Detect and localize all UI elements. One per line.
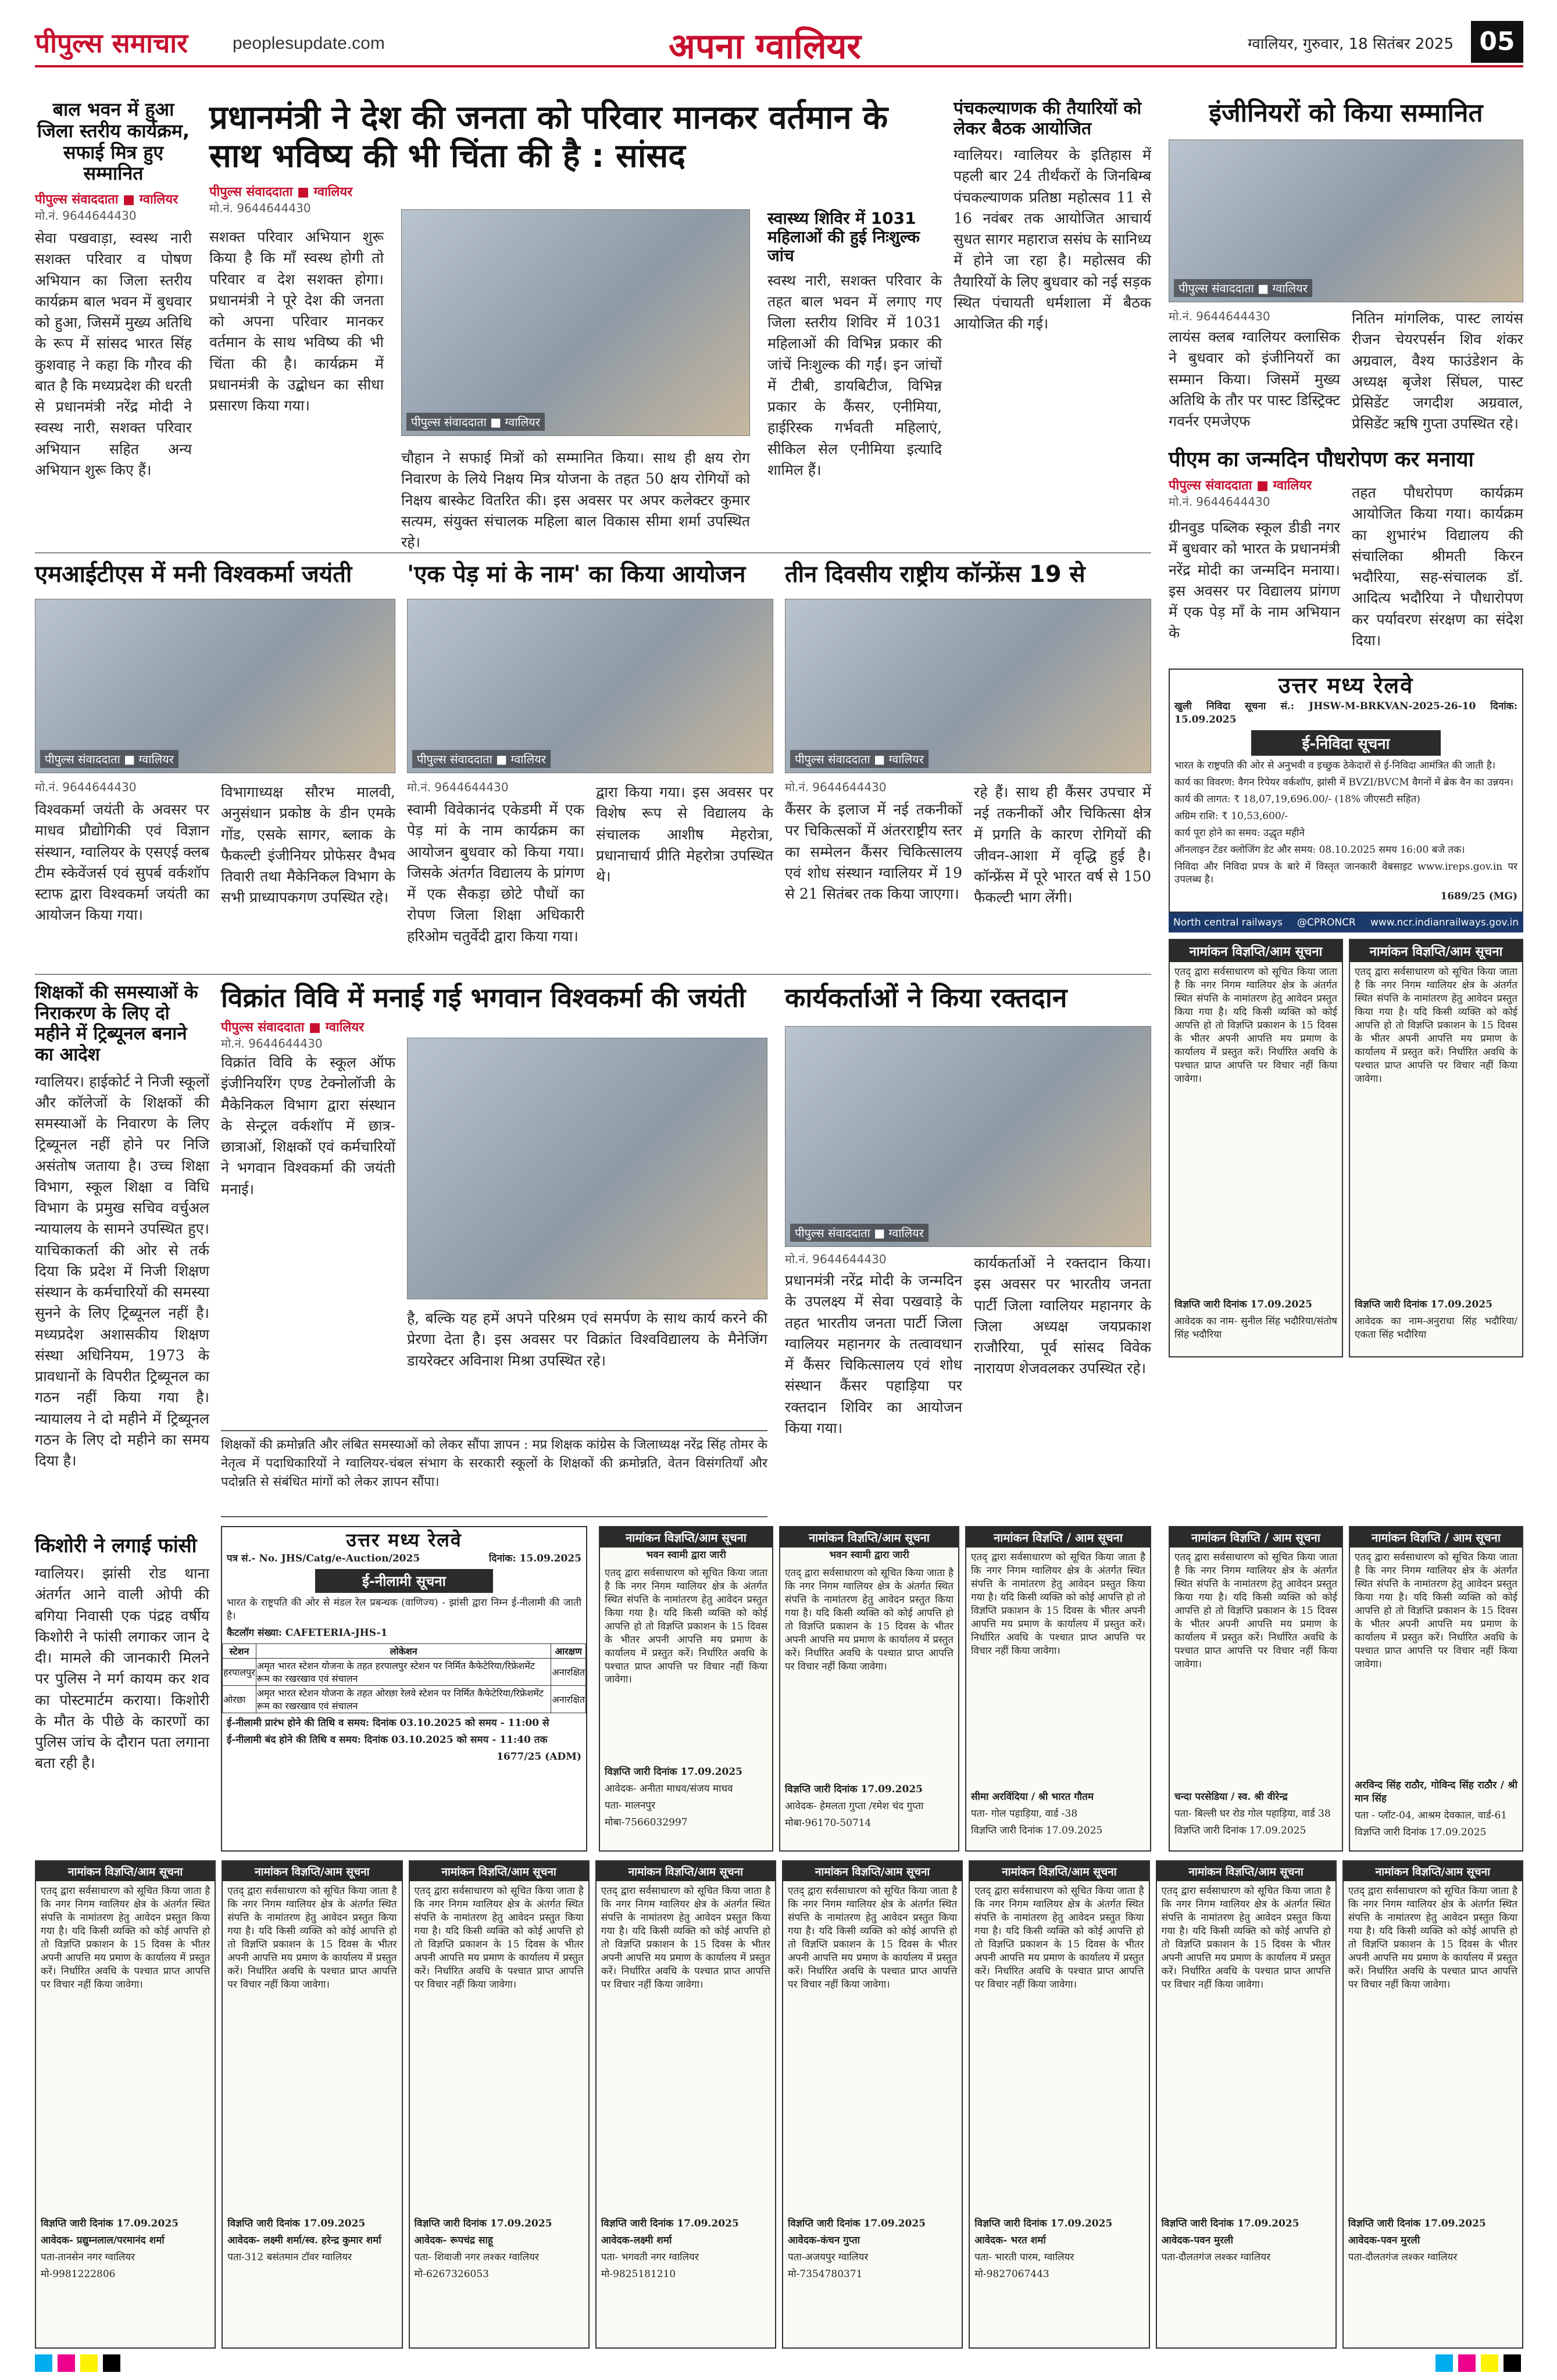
notice-applicant: आवेदक- रूपचंद्र साहू	[414, 2234, 493, 2246]
tender-number: खुली निविदा सूचना सं.: JHSW-M-BRKVAN-2025-26-10 दिनांक: 15.09.2025	[1174, 701, 1517, 726]
headline: तीन दिवसीय राष्ट्रीय कॉन्फ्रेंस 19 से	[785, 561, 1085, 588]
headline: शिक्षकों की समस्याओं के निराकरण के लिए दो महीने में ट्रिब्यूनल बनाने का आदेश	[35, 982, 198, 1065]
story-panch	[954, 99, 1151, 541]
notice-applicant: आवेदक-पवन मुरली	[1348, 2234, 1420, 2246]
notice-phone: मोबा-96170-50714	[785, 1817, 872, 1829]
story-teachers-strip	[221, 1430, 767, 1517]
photo-credit: पीपुल्स संवाददाता ■ ग्वालियर	[790, 1224, 929, 1242]
notice-body: एतद् द्वारा सर्वसाधारण को सूचित किया जाता है कि नगर निगम ग्वालियर क्षेत्र के अंतर्गत स्थित संपत्ति के नामांतरण हेतु आवेदन प्रस्तुत किया गया है। यदि किसी व्यक्ति को कोई आपत्ति हो तो विज्ञप्ति प्रकाशन के 15 दिवस के भीतर अपनी आपत्ति मय प्रमाण के कार्यालय में प्रस्तुत करें। निर्धारित अवधि के पश्चात प्राप्त आपत्ति पर विचार नहीं किया जावेगा।	[1348, 1885, 1517, 1991]
notice-heading: नामांकन विज्ञप्ति/आम सूचना	[783, 1861, 962, 1881]
table-cell: अमृत भारत स्टेशन योजना के तहत हरपालपुर स्टेशन पर निर्मित कैफेटेरिया/रिफ्रेशमेंट रूम का रखरखाव एवं संचालन	[256, 1658, 551, 1685]
table-row	[223, 1685, 586, 1713]
byline-mobile: मो.नं. 9644644430	[785, 780, 887, 794]
auction-subtitle: ई-नीलामी सूचना	[315, 1569, 493, 1593]
conf-photo	[785, 599, 1151, 773]
notice-heading: नामांकन विज्ञप्ति / आम सूचना	[966, 1527, 1150, 1548]
story-mits	[35, 561, 395, 968]
notice-address: पता- भारती पारम, ग्वालियर	[974, 2251, 1074, 2263]
story-body: स्वामी विवेकानंद एकेडमी में एक पेड़ मां के नाम कार्यक्रम का आयोजन बुधवार को किया गया। जिसके अंतर्गत विद्यालय के प्रांगण में एक सैकड़ा छोटे पौधों का रोपण जिला शिक्षा अधिकारी हरिओम चतुर्वेदी द्वारा किया गया।	[407, 801, 584, 945]
photo-credit: पीपुल्स संवाददाता ■ ग्वालियर	[412, 750, 551, 768]
notice-date: विज्ञप्ति जारी दिनांक 17.09.2025	[1348, 2218, 1486, 2229]
notice-address: पता- शिवाजी नगर लश्कर ग्वालियर	[414, 2251, 539, 2263]
story-body: ग्रीनवुड पब्लिक स्कूल डीडी नगर में बुधवार को भारत के प्रधानमंत्री नरेंद्र मोदी का जन्मदिन मनाया। इस अवसर पर विद्यालय प्रांगण में एक पेड़ माँ के नाम अभियान के	[1169, 519, 1340, 642]
notice-right-2	[1349, 939, 1523, 1357]
story-tree	[407, 561, 773, 968]
headline: प्रधानमंत्री ने देश की जनता को परिवार मानकर वर्तमान के साथ भविष्य की भी चिंता की है : सांसद	[209, 99, 888, 176]
notice-applicant: आवेदक-कंचन गुप्ता	[788, 2234, 860, 2246]
notice-phone: मो-9981222806	[41, 2268, 116, 2280]
dateline: ग्वालियर, गुरुवार, 18 सितंबर 2025	[1247, 35, 1454, 53]
notice-phone	[223, 2268, 401, 2271]
story-engineers	[1169, 99, 1523, 442]
story-blood	[785, 982, 1151, 1436]
table-cell: अनारक्षित	[551, 1658, 586, 1685]
tender-site-note: निविदा और निविदा प्रपत्र के बारे में विस्तृत जानकारी वेबसाइट www.ireps.gov.in पर उपलब्ध है।	[1174, 860, 1517, 886]
byline-mobile: मो.नं. 9644644430	[221, 1036, 323, 1050]
auction-table	[222, 1643, 586, 1713]
story-body: कार्यकर्ताओं ने रक्तदान किया। इस अवसर पर भारतीय जनता पार्टी जिला ग्वालियर महानगर के जिला अध्यक्ष जयप्रकाश राजौरिया, पूर्व सांसद विवेक नारायण शेजवलकर उपस्थित रहे।	[974, 1255, 1151, 1377]
headline: एमआईटीएस में मनी विश्वकर्मा जयंती	[35, 561, 352, 588]
story-body: है, बल्कि यह हमें अपने परिश्रम एवं समर्पण के साथ कार्य करने की प्रेरणा देता है। इस अवसर पर विक्रांत विश्वविद्यालय के मैनेजिंग डायरेक्टर अविनाश मिश्रा उपस्थित रहे।	[407, 1310, 767, 1369]
notice-date: विज्ञप्ति जारी दिनांक 17.09.2025	[788, 2218, 926, 2229]
table-cell: ओरछा	[223, 1685, 256, 1713]
section-title: अपना ग्वालियर	[669, 26, 861, 67]
byline-mobile: मो.नं. 9644644430	[1169, 309, 1270, 323]
notice-mid-3	[965, 1526, 1151, 1852]
byline-mobile: मो.नं. 9644644430	[407, 780, 509, 794]
table-header: स्टेशन	[223, 1643, 256, 1658]
notice-heading: नामांकन विज्ञप्ति/आम सूचना	[36, 1861, 215, 1881]
notice-address: पता-अजयपुर ग्वालियर	[788, 2251, 869, 2263]
notice-date: विज्ञप्ति जारी दिनांक 17.09.2025	[971, 1824, 1103, 1836]
auction-ref: 1677/25 (ADM)	[497, 1750, 581, 1763]
notice-body: एतद् द्वारा सर्वसाधारण को सूचित किया जाता है कि नगर निगम ग्वालियर क्षेत्र के अंतर्गत स्थित संपत्ति के नामांतरण हेतु आवेदन प्रस्तुत किया गया है। यदि किसी व्यक्ति को कोई आपत्ति हो तो विज्ञप्ति प्रकाशन के 15 दिवस के भीतर अपनी आपत्ति मय प्रमाण के कार्यालय में प्रस्तुत करें। निर्धारित अवधि के पश्चात प्राप्त आपत्ति पर विचार नहीं किया जावेगा।	[1355, 966, 1517, 1085]
story-body: कैंसर के इलाज में नई तकनीकों पर चिकित्सकों में अंतरराष्ट्रीय स्तर का सम्मेलन कैंसर चिकित्सालय एवं शोध संस्थान ग्वालियर में 19 से 21 सितंबर तक किया जाएगा।	[785, 801, 962, 902]
railway-footer	[1169, 913, 1523, 932]
divider	[35, 552, 1151, 553]
notice-date: विज्ञप्ति जारी दिनांक 17.09.2025	[41, 2218, 178, 2229]
notice-date: विज्ञप्ति जारी दिनांक 17.09.2025	[785, 1783, 923, 1795]
byline-mobile: मो.नं. 9644644430	[209, 201, 311, 216]
tender-work: कार्य का विवरण: वैगन रिपेयर वर्कशॉप, झांसी में BVZI/BVCM वैगनों में ब्रेक वैन का उन्नयन।	[1174, 776, 1513, 788]
story-teachers	[35, 982, 209, 1529]
byline-mobile: मो.नं. 9644644430	[1169, 495, 1270, 509]
notice-date: विज्ञप्ति जारी दिनांक 17.09.2025	[1174, 1299, 1312, 1310]
story-body: सशक्त परिवार अभियान शुरू किया है कि माँ स्वस्थ होगी तो परिवार व देश सशक्त होगा। प्रधानमंत्री ने पूरे देश की जनता को अपना परिवार मानकर वर्तमान के साथ भविष्य की भी चिंता की है। कार्यक्रम में प्रधानमंत्री के उद्बोधन का सीधा प्रसारण किया गया।	[209, 228, 384, 414]
auction-start: ई-नीलामी प्रारंभ होने की तिथि व समय: दिनांक 03.10.2025 को समय - 11:00 से	[227, 1717, 549, 1729]
table-cell: अमृत भारत स्टेशन योजना के तहत ओरछा रेलवे स्टेशन पर निर्मित कैफेटेरिया/रिफ्रेशमेंट रूम का रखरखाव एवं संचालन	[256, 1685, 551, 1713]
byline: पीपुल्स संवाददाता ■ ग्वालियर	[209, 185, 353, 200]
notice-phone: मो-6267326053	[414, 2268, 489, 2280]
notice-date: विज्ञप्ति जारी दिनांक 17.09.2025	[414, 2218, 552, 2229]
color-register-strip	[1279, 2354, 1523, 2374]
magenta-swatch	[58, 2354, 75, 2372]
auction-body: भारत के राष्ट्रपति की ओर से मंडल रेल प्रबन्धक (वाणिज्य) - झांसी द्वारा निम्न ई-नीलामी की जाती है।	[227, 1596, 581, 1622]
notice-heading: नामांकन विज्ञप्ति/आम सूचना	[780, 1527, 958, 1548]
story-body: ग्वालियर। ग्वालियर के इतिहास में पहली बार 24 तीर्थंकरों के जिनबिम्ब पंचकल्याणक प्रतिष्ठा महोत्सव 11 से 16 नवंबर तक आयोजित आचार्य सुधत सागर महाराज ससंघ के सानिध्य में होने जा रहा है। महोत्सव की तैयारियों के लिए बुधवार को नई सड़क स्थित पंचायती धर्मशाला में बैठक आयोजित की गई।	[954, 146, 1151, 332]
notice-phone: मोबा-7566032997	[605, 1816, 688, 1828]
auction-letter-no: पत्र सं.- No. JHS/Catg/e-Auction/2025	[227, 1553, 420, 1564]
notice-applicant: आवेदक- प्रद्युम्नलाल/परमानंद शर्मा	[41, 2234, 165, 2246]
auction-date: दिनांक: 15.09.2025	[489, 1553, 581, 1564]
notice-body: एतद् द्वारा सर्वसाधारण को सूचित किया जाता है कि नगर निगम ग्वालियर क्षेत्र के अंतर्गत स्थित संपत्ति के नामांतरण हेतु आवेदन प्रस्तुत किया गया है। यदि किसी व्यक्ति को कोई आपत्ति हो तो विज्ञप्ति प्रकाशन के 15 दिवस के भीतर अपनी आपत्ति मय प्रमाण के कार्यालय में प्रस्तुत करें। निर्धारित अवधि के पश्चात प्राप्त आपत्ति पर विचार नहीं किया जावेगा।	[1355, 1552, 1517, 1670]
magenta-swatch	[1458, 2354, 1476, 2372]
site-url[interactable]: peoplesupdate.com	[233, 34, 385, 53]
page-number: 05	[1471, 21, 1523, 63]
notice-heading: नामांकन विज्ञप्ति/आम सूचना	[970, 1861, 1148, 1881]
photo-credit: पीपुल्स संवाददाता ■ ग्वालियर	[1174, 279, 1312, 297]
notice-bottom	[409, 1860, 590, 2349]
story-suicide	[35, 1535, 209, 1860]
notice-body: एतद् द्वारा सर्वसाधारण को सूचित किया जाता है कि नगर निगम ग्वालियर क्षेत्र के अंतर्गत स्थित संपत्ति के नामांतरण हेतु आवेदन प्रस्तुत किया गया है। यदि किसी व्यक्ति को कोई आपत्ति हो तो विज्ञप्ति प्रकाशन के 15 दिवस के भीतर अपनी आपत्ति मय प्रमाण के कार्यालय में प्रस्तुत करें। निर्धारित अवधि के पश्चात प्राप्त आपत्ति पर विचार नहीं किया जावेगा।	[414, 1885, 584, 1991]
engineers-photo	[1169, 140, 1523, 302]
notice-body: एतद् द्वारा सर्वसाधारण को सूचित किया जाता है कि नगर निगम ग्वालियर क्षेत्र के अंतर्गत स्थित संपत्ति के नामांतरण हेतु आवेदन प्रस्तुत किया गया है। यदि किसी व्यक्ति को कोई आपत्ति हो तो विज्ञप्ति प्रकाशन के 15 दिवस के भीतर अपनी आपत्ति मय प्रमाण के कार्यालय में प्रस्तुत करें। निर्धारित अवधि के पश्चात प्राप्त आपत्ति पर विचार नहीं किया जावेगा।	[788, 1885, 958, 1991]
notice-address: पता- गोल पहाड़िया, वार्ड -38	[971, 1807, 1078, 1820]
notice-body: एतद् द्वारा सर्वसाधारण को सूचित किया जाता है कि नगर निगम ग्वालियर क्षेत्र के अंतर्गत स्थित संपत्ति के नामांतरण हेतु आवेदन प्रस्तुत किया गया है। यदि किसी व्यक्ति को कोई आपत्ति हो तो विज्ञप्ति प्रकाशन के 15 दिवस के भीतर अपनी आपत्ति मय प्रमाण के कार्यालय में प्रस्तुत करें। निर्धारित अवधि के पश्चात प्राप्त आपत्ति पर विचार नहीं किया जावेगा।	[1174, 1552, 1337, 1670]
story-body: विभागाध्यक्ष सौरभ मालवी, अनुसंधान प्रकोष्ठ के डीन एमके गोंड, एसके सागर, ब्लाक के फैकल्टी इंजीनियर प्रोफेसर वैभव तिवारी तथा मैकेनिकल विभाग के सभी प्राध्यापकगण उपस्थित रहे।	[221, 784, 395, 906]
table-cell: अनारक्षित	[551, 1685, 586, 1713]
yellow-swatch	[1481, 2354, 1498, 2372]
photo-credit: पीपुल्स संवाददाता ■ ग्वालियर	[40, 750, 178, 768]
notice-heading: नामांकन विज्ञप्ति/आम सूचना	[223, 1861, 401, 1881]
notice-applicant: चन्दा परसेडिया / स्व. श्री वीरेन्द्र	[1174, 1791, 1288, 1803]
notice-address: पता-तानसेन नगर ग्वालियर	[41, 2251, 135, 2263]
railway-title: उत्तर मध्य रेलवे	[1278, 673, 1414, 698]
notice-body: एतद् द्वारा सर्वसाधारण को सूचित किया जाता है कि नगर निगम ग्वालियर क्षेत्र के अंतर्गत स्थित संपत्ति के नामांतरण हेतु आवेदन प्रस्तुत किया गया है। यदि किसी व्यक्ति को कोई आपत्ति हो तो विज्ञप्ति प्रकाशन के 15 दिवस के भीतर अपनी आपत्ति मय प्रमाण के कार्यालय में प्रस्तुत करें। निर्धारित अवधि के पश्चात प्राप्त आपत्ति पर विचार नहीं किया जावेगा।	[601, 1885, 770, 1991]
notice-address: पता-312 बसंतमान टॉवर ग्वालियर	[227, 2251, 352, 2263]
notice-body: एतद् द्वारा सर्वसाधारण को सूचित किया जाता है कि नगर निगम ग्वालियर क्षेत्र के अंतर्गत स्थित संपत्ति के नामांतरण हेतु आवेदन प्रस्तुत किया गया है। यदि किसी व्यक्ति को कोई आपत्ति हो तो विज्ञप्ति प्रकाशन के 15 दिवस के भीतर अपनी आपत्ति मय प्रमाण के कार्यालय में प्रस्तुत करें। निर्धारित अवधि के पश्चात प्राप्त आपत्ति पर विचार नहीं किया जावेगा।	[227, 1885, 397, 1991]
tender-subtitle: ई-निविदा सूचना	[1251, 730, 1441, 756]
notice-phone: मो-9825181210	[601, 2268, 676, 2280]
headline: विक्रांत विवि में मनाई गई भगवान विश्वकर्मा की जयंती	[221, 982, 746, 1013]
vikrant-photo	[407, 1038, 767, 1299]
notice-applicant: आवेदक-पवन मुरली	[1161, 2234, 1233, 2246]
notice-address: पता- बिल्ली घर रोड गोल पहाड़िया, वार्ड 38	[1174, 1807, 1331, 1820]
notice-applicant: आवेदक- लक्ष्मी शर्मा/स्व. हरेन्द्र कुमार शर्मा	[227, 2234, 381, 2246]
tender-ref: 1689/25 (MG)	[1440, 891, 1517, 903]
headline: कार्यकर्ताओं ने किया रक्तदान	[785, 982, 1067, 1013]
notice-date: विज्ञप्ति जारी दिनांक 17.09.2025	[974, 2218, 1113, 2229]
notice-heading: नामांकन विज्ञप्ति/आम सूचना	[1350, 940, 1522, 962]
notice-owner-tag: भवन स्वामी द्वारा जारी	[829, 1549, 909, 1561]
auction-catalog: कैटलॉग संख्या: CAFETERIA-JHS-1	[227, 1627, 388, 1639]
blood-photo	[785, 1026, 1151, 1247]
railway-footer-left: North central railways	[1173, 917, 1283, 928]
table-header: आरक्षण	[551, 1643, 586, 1658]
notice-date: विज्ञप्ति जारी दिनांक 17.09.2025	[1174, 1824, 1306, 1836]
notice-date: विज्ञप्ति जारी दिनांक 17.09.2025	[1355, 1299, 1492, 1310]
byline: पीपुल्स संवाददाता ■ ग्वालियर	[221, 1020, 365, 1035]
notice-address: पता - प्लॉट-04, आश्रम देवकाल, वार्ड-61	[1355, 1809, 1508, 1821]
notice-bottom	[1156, 1860, 1337, 2349]
headline: किशोरी ने लगाई फांसी	[35, 1534, 197, 1557]
notice-bottom	[1342, 1860, 1523, 2349]
tender-cost: कार्य की लागत: ₹ 18,07,19,696.00/- (18% जीएसटी सहित)	[1174, 793, 1420, 805]
notice-body: एतद् द्वारा सर्वसाधारण को सूचित किया जाता है कि नगर निगम ग्वालियर क्षेत्र के अंतर्गत स्थित संपत्ति के नामांतरण हेतु आवेदन प्रस्तुत किया गया है। यदि किसी व्यक्ति को कोई आपत्ति हो तो विज्ञप्ति प्रकाशन के 15 दिवस के भीतर अपनी आपत्ति मय प्रमाण के कार्यालय में प्रस्तुत करें। निर्धारित अवधि के पश्चात प्राप्त आपत्ति पर विचार नहीं किया जावेगा।	[974, 1885, 1144, 1991]
notice-heading: नामांकन विज्ञप्ति/आम सूचना	[410, 1861, 588, 1881]
notice-phone	[1344, 2268, 1522, 2271]
notice-address: पता-दौलतगंज लश्कर ग्वालियर	[1348, 2251, 1458, 2263]
notice-heading: नामांकन विज्ञप्ति/आम सूचना	[1344, 1861, 1522, 1881]
story-body: रहे हैं। साथ ही कैंसर उपचार में नई तकनीकों और चिकित्सा क्षेत्र में प्रगति के कारण रोगियों की जीवन-आशा में वृद्धि हुई है। कॉन्फ्रेंस में पूरे भारत वर्ष से 150 फैकल्टी भाग लेंगी।	[974, 784, 1151, 906]
railway-auction-notice	[221, 1526, 587, 1852]
table-header: लोकेशन	[256, 1643, 551, 1658]
tender-close: ऑनलाइन टेंडर क्लोजिंग डेट और समय: 08.10.2025 समय 16:00 बजे तक।	[1174, 844, 1465, 856]
notice-phone	[1157, 2268, 1335, 2271]
byline-mobile: मो.नं. 9644644430	[35, 209, 137, 223]
story-conf	[785, 561, 1151, 968]
story-body: प्रधानमंत्री नरेंद्र मोदी के जन्मदिन के उपलक्ष्य में सेवा पखवाड़े के तहत भारतीय जनता पार्टी जिला ग्वालियर महानगर के तत्वावधान में कैंसर चिकित्सालय एवं शोध संस्थान कैंसर पहाड़िया पर रक्तदान शिविर का आयोजन किया गया।	[785, 1272, 962, 1436]
story-body: तहत पौधरोपण कार्यक्रम आयोजित किया गया। कार्यक्रम का शुभारंभ विद्यालय की संचालिका श्रीमती किरन भदौरिया, सह-संचालक डॉ. आदित्य भदौरिया ने पौधारोपण कर पर्यावरण संरक्षण का संदेश दिया।	[1352, 484, 1523, 649]
story-body: चौहान ने सफाई मित्रों को सम्मानित किया। साथ ही क्षय रोग निवारण के लिये निक्षय मित्र योजना के तहत 50 क्षय रोगियों को निक्षय बास्केट वितरित की। इस अवसर पर अपर कलेक्टर कुमार सत्यम, संयुक्त संचालक महिला बाल विकास सीमा शर्मा उपस्थित रहे।	[401, 449, 750, 551]
notice-body: एतद् द्वारा सर्वसाधारण को सूचित किया जाता है कि नगर निगम ग्वालियर क्षेत्र के अंतर्गत स्थित संपत्ति के नामांतरण हेतु आवेदन प्रस्तुत किया गया है। यदि किसी व्यक्ति को कोई आपत्ति हो तो विज्ञप्ति प्रकाशन के 15 दिवस के भीतर अपनी आपत्ति मय प्रमाण के कार्यालय में प्रस्तुत करें। निर्धारित अवधि के पश्चात प्राप्त आपत्ति पर विचार नहीं किया जावेगा।	[1161, 1885, 1331, 1991]
auction-end: ई-नीलामी बंद होने की तिथि व समय: दिनांक 03.10.2025 को समय - 11:40 तक	[227, 1734, 548, 1746]
notice-heading: नामांकन विज्ञप्ति/आम सूचना	[600, 1527, 772, 1548]
notice-body: एतद् द्वारा सर्वसाधारण को सूचित किया जाता है कि नगर निगम ग्वालियर क्षेत्र के अंतर्गत स्थित संपत्ति के नामांतरण हेतु आवेदन प्रस्तुत किया गया है। यदि किसी व्यक्ति को कोई आपत्ति हो तो विज्ञप्ति प्रकाशन के 15 दिवस के भीतर अपनी आपत्ति मय प्रमाण के कार्यालय में प्रस्तुत करें। निर्धारित अवधि के पश्चात प्राप्त आपत्ति पर विचार नहीं किया जावेगा।	[605, 1567, 767, 1686]
headline: पंचकल्याणक की तैयारियों को लेकर बैठक आयोजित	[954, 98, 1142, 139]
notice-address: पता- मालनपुर	[605, 1799, 656, 1811]
railway-tender-notice	[1169, 669, 1523, 913]
photo-credit: पीपुल्स संवाददाता ■ ग्वालियर	[406, 413, 545, 431]
story-body: ग्वालियर। हाईकोर्ट ने निजी स्कूलों और कॉलेजों के शिक्षकों की समस्याओं के निवारण के लिए ट्रिब्यूनल नहीं होने पर निजि असंतोष जताया है। उच्च शिक्षा विभाग, स्कूल शिक्षा व विधि विभाग के प्रमुख सचिव वर्चुअल न्यायालय के सामने उपस्थित हुए। याचिकाकर्ता की ओर से तर्क दिया कि प्रदेश में निजी शिक्षण संस्थान के कर्मचारियों की समस्या सुनने के लिए ट्रिब्यूनल नहीं है। मध्यप्रदेश अशासकीय शिक्षण संस्था अधिनियम, 1973 के प्रावधानों के विपरीत ट्रिब्यूनल का गठन नहीं किया गया है। न्यायालय ने दो महीने में ट्रिब्यूनल गठन के लिए दो महीने का समय दिया है।	[35, 1073, 209, 1470]
story-body: ग्वालियर। झांसी रोड थाना अंतर्गत आने वाली ओपी की बगिया निवासी एक पंद्रह वर्षीय किशोरी ने फांसी लगाकर जान दे दी। मामले की जानकारी मिलने पर पुलिस ने मर्ग कायम कर शव का पोस्टमार्टम कराया। किशोरी के मौत के पीछे के कारणों का पुलिस जांच के दौरान पता लगाना बता रही है।	[35, 1565, 209, 1772]
story-body: शिक्षकों की क्रमोन्नति और लंबित समस्याओं को लेकर सौंपा ज्ञापन : मप्र शिक्षक कांग्रेस के जिलाध्यक्ष नरेंद्र सिंह तोमर के नेतृत्व में पदाधिकारियों ने ग्वालियर-चंबल संभाग के सरकारी स्कूलों के शिक्षकों की क्रमोन्नति, वेतन विसंगतियाँ और पदोन्नति से संबंधित मांगों को लेकर ज्ञापन सौंपा।	[221, 1438, 767, 1489]
railway-footer-twitter[interactable]: @CPRONCR	[1297, 917, 1356, 928]
notice-bottom	[782, 1860, 963, 2349]
notice-heading: नामांकन विज्ञप्ति / आम सूचना	[1170, 1527, 1342, 1548]
notice-heading: नामांकन विज्ञप्ति/आम सूचना	[1170, 940, 1342, 962]
notice-applicant: आवेदक का नाम-अनुराधा सिंह भदौरिया/एकता सिंह भदौरिया	[1355, 1315, 1517, 1341]
notice-body: एतद् द्वारा सर्वसाधारण को सूचित किया जाता है कि नगर निगम ग्वालियर क्षेत्र के अंतर्गत स्थित संपत्ति के नामांतरण हेतु आवेदन प्रस्तुत किया गया है। यदि किसी व्यक्ति को कोई आपत्ति हो तो विज्ञप्ति प्रकाशन के 15 दिवस के भीतर अपनी आपत्ति मय प्रमाण के कार्यालय में प्रस्तुत करें। निर्धारित अवधि के पश्चात प्राप्त आपत्ति पर विचार नहीं किया जावेगा।	[971, 1552, 1145, 1657]
notice-applicant: आवेदक- हेमलता गुप्ता /रमेश चंद गुप्ता	[785, 1800, 924, 1812]
mits-photo	[35, 599, 395, 773]
headline: 'एक पेड़ मां के नाम' का किया आयोजन	[407, 561, 746, 588]
tender-body: भारत के राष्ट्रपति की ओर से अनुभवी व इच्छुक ठेकेदारों से ई-निविदा आमंत्रित की जाती है।	[1174, 759, 1496, 771]
notice-mid-1	[599, 1526, 773, 1852]
notice-bottom	[35, 1860, 216, 2349]
byline: पीपुल्स संवाददाता ■ ग्वालियर	[35, 192, 178, 208]
notice-date: विज्ञप्ति जारी दिनांक 17.09.2025	[1355, 1826, 1487, 1838]
lead-story	[209, 99, 942, 551]
story-camp	[767, 209, 942, 541]
notice-bottom	[595, 1860, 776, 2349]
table-cell: हरपालपुर	[223, 1658, 256, 1685]
notice-applicant: अरविन्द सिंह राठौर, गोविन्द सिंह राठौर / श्री मान सिंह	[1355, 1779, 1517, 1804]
notice-phone: मो-7354780371	[788, 2268, 863, 2280]
brand-logo[interactable]: पीपुल्स समाचार	[35, 27, 188, 59]
story-body: द्वारा किया गया। इस अवसर पर विशेष रूप से विद्यालय के संचालक आशीष मेहरोत्रा, प्रधानाचार्य प्रीति मेहरोत्रा उपस्थित थे।	[596, 784, 773, 885]
byline-mobile: मो.नं. 9644644430	[35, 780, 137, 794]
cyan-swatch	[35, 2354, 52, 2372]
headline: स्वास्थ्य शिविर में 1031 महिलाओं की हुई निःशुल्क जांच	[767, 209, 920, 266]
notice-applicant: आवेदक- अनीता माधव/संजय माधव	[605, 1782, 733, 1795]
notice-phone: मो-9827067443	[974, 2268, 1049, 2280]
notice-bottom	[969, 1860, 1149, 2349]
story-body: स्वस्थ नारी, सशक्त परिवार के तहत बाल भवन में लगाए गए जिला स्तरीय शिविर में 1031 महिलाओं की विभिन्न प्रकार की जांचें निःशुल्क की गईं। इन जांचों में टीबी, डायबिटीज, विभिन्न प्रकार के कैंसर, एनीमिया, हाईरिस्क गर्भवती महिलाएं, सीकिल सेल एनीमिया इत्यादि शामिल हैं।	[767, 271, 942, 478]
tender-emd: अग्रिम राशि: ₹ 10,53,600/-	[1174, 810, 1288, 822]
masthead	[35, 21, 1523, 67]
story-pm-bday	[1169, 448, 1523, 663]
notice-applicant: सीमा अरविंदिया / श्री भारत गौतम	[971, 1791, 1094, 1803]
story-vikrant	[221, 982, 767, 1424]
yellow-swatch	[80, 2354, 98, 2372]
notice-heading: नामांकन विज्ञप्ति / आम सूचना	[1350, 1527, 1522, 1548]
byline-mobile: मो.नं. 9644644430	[785, 1252, 887, 1266]
notice-heading: नामांकन विज्ञप्ति/आम सूचना	[1157, 1861, 1335, 1881]
lead-photo	[401, 209, 750, 436]
notice-bottom	[222, 1860, 402, 2349]
story-body: विक्रांत विवि के स्कूल ऑफ इंजीनियरिंग एण्ड टेक्नोलॉजी के मैकेनिकल विभाग द्वारा संस्थान के सेन्ट्रल वर्कशॉप में छात्र-छात्राओं, शिक्षकों एवं कर्मचारियों ने भगवान विश्वकर्मा की जयंती मनाई।	[221, 1054, 395, 1198]
black-swatch	[103, 2354, 120, 2372]
notice-mid-4	[1169, 1526, 1343, 1852]
tender-completion: कार्य पूरा होने का समय: उद्धृत महीने	[1174, 827, 1305, 839]
table-row	[223, 1658, 586, 1685]
notice-body: एतद् द्वारा सर्वसाधारण को सूचित किया जाता है कि नगर निगम ग्वालियर क्षेत्र के अंतर्गत स्थित संपत्ति के नामांतरण हेतु आवेदन प्रस्तुत किया गया है। यदि किसी व्यक्ति को कोई आपत्ति हो तो विज्ञप्ति प्रकाशन के 15 दिवस के भीतर अपनी आपत्ति मय प्रमाण के कार्यालय में प्रस्तुत करें। निर्धारित अवधि के पश्चात प्राप्त आपत्ति पर विचार नहीं किया जावेगा।	[41, 1885, 210, 1991]
story-body: विश्वकर्मा जयंती के अवसर पर माधव प्रौद्योगिकी एवं विज्ञान संस्थान, ग्वालियर के एसएई क्लब टीम स्केवेंजर्स एवं सुपर्ब वर्कशॉप स्टाफ द्वारा विश्वकर्मा जयंती का आयोजन किया गया।	[35, 801, 209, 924]
notice-body: एतद् द्वारा सर्वसाधारण को सूचित किया जाता है कि नगर निगम ग्वालियर क्षेत्र के अंतर्गत स्थित संपत्ति के नामांतरण हेतु आवेदन प्रस्तुत किया गया है। यदि किसी व्यक्ति को कोई आपत्ति हो तो विज्ञप्ति प्रकाशन के 15 दिवस के भीतर अपनी आपत्ति मय प्रमाण के कार्यालय में प्रस्तुत करें। निर्धारित अवधि के पश्चात प्राप्त आपत्ति पर विचार नहीं किया जावेगा।	[785, 1567, 954, 1673]
notice-applicant: आवेदक-लक्ष्मी शर्मा	[601, 2234, 672, 2246]
notice-date: विज्ञप्ति जारी दिनांक 17.09.2025	[605, 1766, 742, 1778]
notice-date: विज्ञप्ति जारी दिनांक 17.09.2025	[1161, 2218, 1299, 2229]
story-body: सेवा पखवाड़ा, स्वस्थ नारी सशक्त परिवार व पोषण अभियान का जिला स्तरीय कार्यक्रम बाल भवन में बुधवार को हुआ, जिसमें मुख्य अतिथि के रूप में सांसद भारत सिंह कुशवाह ने कहा कि गौरव की बात है कि मध्यप्रदेश की धरती से प्रधानमंत्री नरेंद्र मोदी ने स्वस्थ नारी, सशक्त परिवार अभियान सहित अन्य अभियान शुरू किए हैं।	[35, 230, 192, 478]
notice-mid-5	[1349, 1526, 1523, 1852]
notice-mid-2	[779, 1526, 959, 1852]
divider	[35, 974, 1151, 975]
headline: पीएम का जन्मदिन पौधरोपण कर मनाया	[1169, 448, 1474, 471]
notice-heading: नामांकन विज्ञप्ति/आम सूचना	[597, 1861, 775, 1881]
cyan-swatch	[1435, 2354, 1453, 2372]
headline: बाल भवन में हुआ जिला स्तरीय कार्यक्रम, सफाई मित्र हुए सम्मानित	[37, 98, 190, 185]
notice-applicant: आवेदक का नाम- सुनील सिंह भदौरिया/संतोष सिंह भदौरिया	[1174, 1315, 1337, 1341]
notice-date: विज्ञप्ति जारी दिनांक 17.09.2025	[227, 2218, 366, 2229]
railway-title: उत्तर मध्य रेलवे	[346, 1529, 462, 1551]
photo-credit: पीपुल्स संवाददाता ■ ग्वालियर	[790, 750, 929, 768]
notice-right-1	[1169, 939, 1343, 1357]
notice-body: एतद् द्वारा सर्वसाधारण को सूचित किया जाता है कि नगर निगम ग्वालियर क्षेत्र के अंतर्गत स्थित संपत्ति के नामांतरण हेतु आवेदन प्रस्तुत किया गया है। यदि किसी व्यक्ति को कोई आपत्ति हो तो विज्ञप्ति प्रकाशन के 15 दिवस के भीतर अपनी आपत्ति मय प्रमाण के कार्यालय में प्रस्तुत करें। निर्धारित अवधि के पश्चात प्राप्त आपत्ति पर विचार नहीं किया जावेगा।	[1174, 966, 1337, 1085]
story-body: लायंस क्लब ग्वालियर क्लासिक ने बुधवार को इंजीनियरों का सम्मान किया। जिसमें मुख्य अतिथि के तौर पर पास्ट डिस्ट्रिक्ट गवर्नर एमजेएफ	[1169, 328, 1340, 430]
tree-photo	[407, 599, 773, 773]
color-register-strip	[35, 2354, 267, 2374]
headline: इंजीनियरों को किया सम्मानित	[1209, 98, 1483, 128]
black-swatch	[1504, 2354, 1521, 2372]
railway-footer-url[interactable]: www.ncr.indianrailways.gov.in	[1370, 917, 1519, 928]
notice-address: पता- भगवती नगर ग्वालियर	[601, 2251, 699, 2263]
notice-applicant: आवेदक- भरत शर्मा	[974, 2234, 1046, 2246]
notice-address: पता-दौलतगंज लश्कर ग्वालियर	[1161, 2251, 1271, 2263]
notice-owner-tag: भवन स्वामी द्वारा जारी	[646, 1549, 726, 1561]
story-body: नितिन मांगलिक, पास्ट लायंस रीजन चेयरपर्सन शिव शंकर अग्रवाल, वैश्य फाउंडेशन के अध्यक्ष बृजेश सिंघल, पास्ट प्रेसिडेंट जगदीश अग्रवाल, प्रेसिडेंट ऋषि गुप्ता उपस्थित रहे।	[1352, 310, 1523, 433]
byline: पीपुल्स संवाददाता ■ ग्वालियर	[1169, 478, 1312, 494]
story-balbhavan	[35, 99, 192, 541]
notice-date: विज्ञप्ति जारी दिनांक 17.09.2025	[601, 2218, 739, 2229]
